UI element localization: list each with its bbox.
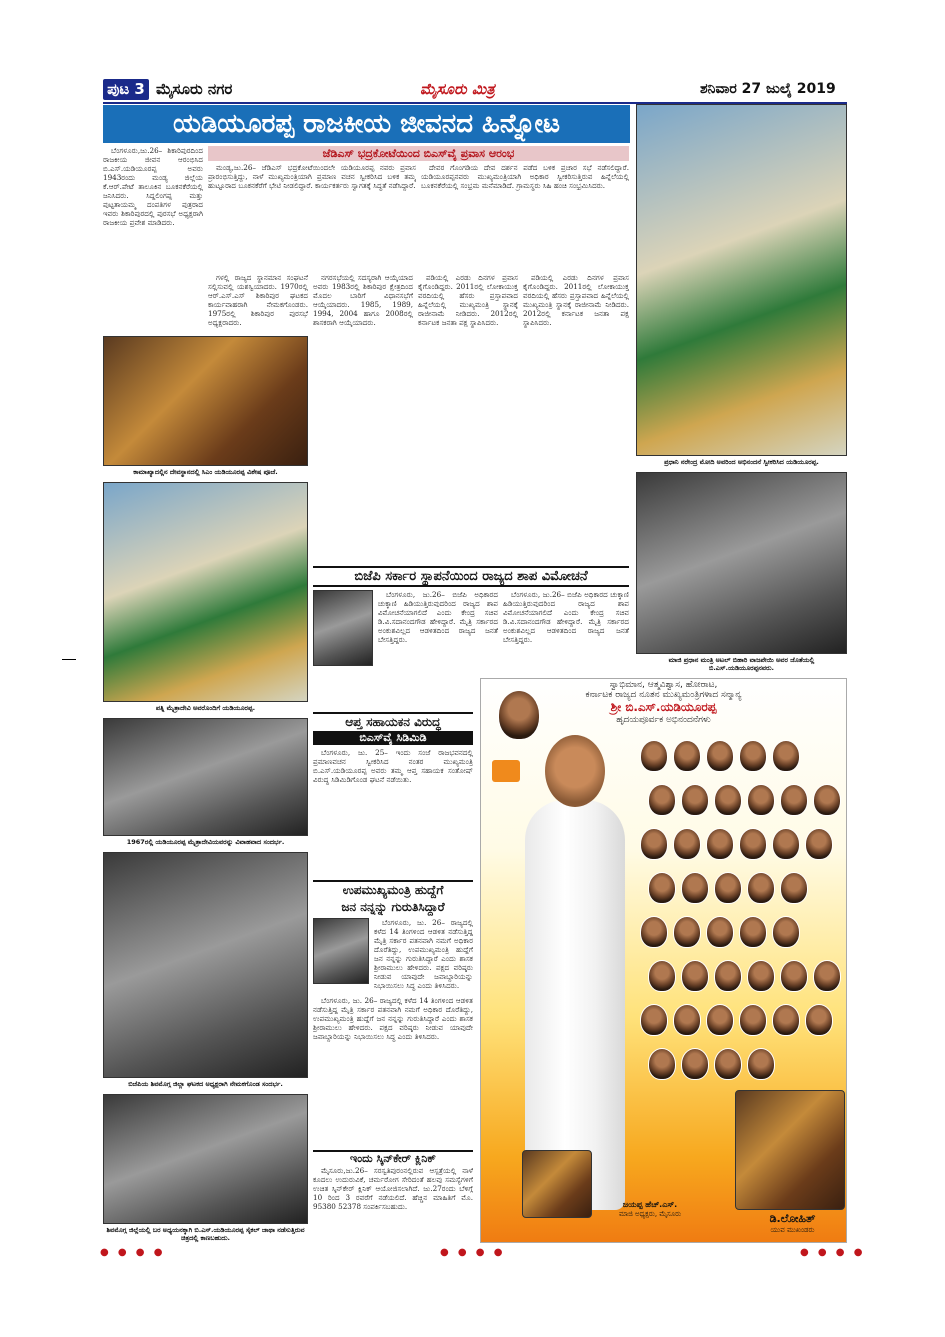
sponsor2-block xyxy=(740,1212,845,1235)
ad-portrait-icon xyxy=(681,784,709,816)
sponsor1-photo xyxy=(522,1150,592,1218)
registration-marks-left: ● ● ● ● xyxy=(100,1247,166,1258)
ad-portrait-icon xyxy=(805,828,833,860)
crowd-photo-caption: ಬಿಜೆಪಿಯ ಶಿವಮೊಗ್ಗ ಜಿಲ್ಲಾ ಘಟಕದ ಅಧ್ಯಕ್ಷರಾಗಿ ನೇಮಕಗೊಂಡ ಸಂದರ್ಭ. xyxy=(128,1080,283,1088)
ad-portrait-icon xyxy=(747,1048,775,1080)
section2-col-2 xyxy=(503,590,629,674)
wedding-photo xyxy=(103,718,308,836)
crowd-photo xyxy=(103,852,308,1078)
ad-portrait-icon xyxy=(739,916,767,948)
ad-portrait-icon xyxy=(780,872,808,904)
section4-header xyxy=(313,880,473,916)
section5-body xyxy=(313,1166,473,1236)
ad-portrait-icon xyxy=(780,784,808,816)
section3-heading-2: ಬಿಎಸ್‌ವೈ ಸಿಡಿಮಿಡಿ xyxy=(313,731,473,745)
ad-portrait-icon xyxy=(648,872,676,904)
ad-portrait-icon xyxy=(640,740,668,772)
ad-line-3: ಹೃದಯಪೂರ್ವಕ ಅಭಿನಂದನೆಗಳು xyxy=(616,715,711,725)
cycle-rally-photo xyxy=(103,1094,308,1224)
article-col-d xyxy=(208,273,308,333)
sadananda-gowda-photo xyxy=(313,590,373,666)
section4-text-2: ಬೆಂಗಳೂರು, ಜು. 26– ರಾಜ್ಯದಲ್ಲಿ ಕಳೆದ 14 ತಿಂಗಳಿಂದ ಆಡಳಿತ ನಡೆಸುತ್ತಿದ್ದ ಮೈತ್ರಿ ಸರ್ಕಾರ ಪತನವಾಗಿ ನಮಗೆ ಅಧಿಕಾರ ದೊರೆತಿದ್ದು, ಉಪಮುಖ್ಯಮಂತ್ರಿ ಹುದ್ದೆಗೆ ಜನ ನನ್ನನ್ನು ಗುರುತಿಸಿದ್ದಾರೆ ಎಂದು ಶಾಸಕ ಶ್ರೀರಾಮುಲು ಹೇಳಿದರು. ಪಕ್ಷದ ವರಿಷ್ಠರು ನೀಡುವ ಯಾವುದೇ ಜವಾಬ್ದಾರಿಯನ್ನು ನಿಭಾಯಿಸಲು ಸಿದ್ಧ ಎಂದು ತಿಳಿಸಿದರು. xyxy=(313,996,473,1041)
ad-portrait-icon xyxy=(813,960,841,992)
page-headline: ಯಡಿಯೂರಪ್ಪ ರಾಜಕೀಯ ಜೀವನದ ಹಿನ್ನೋಟ xyxy=(103,105,630,143)
section3-heading-1: ಆಪ್ತ ಸಹಾಯಕನ ವಿರುದ್ಧ xyxy=(345,715,441,729)
article-col-e xyxy=(313,273,413,563)
ad-modi-portrait xyxy=(498,690,540,740)
section3-header xyxy=(313,712,473,745)
couple-photo-caption: ಪತ್ನಿ ಮೈತ್ರಾದೇವಿ ಅವರೊಂದಿಗೆ ಯಡಿಯೂರಪ್ಪ. xyxy=(155,704,256,712)
section2-heading: ಬಿಜೆಪಿ ಸರ್ಕಾರ ಸ್ಥಾಪನೆಯಿಂದ ರಾಜ್ಯದ ಶಾಪ ವಿಮೋಚನೆ xyxy=(313,566,629,587)
registration-marks-right: ● ● ● ● xyxy=(800,1247,866,1258)
masthead-logo: ಮೈಸೂರು ಮಿತ್ರ xyxy=(420,80,495,98)
ad-main-figure xyxy=(505,730,645,1210)
vajpayee-photo-caption: ಮಾಜಿ ಪ್ರಧಾನ ಮಂತ್ರಿ ಅಟಲ್ ಬಿಹಾರಿ ವಾಜಪೇಯಿ ಅವರ ಜೊತೆಯಲ್ಲಿ ಬಿ.ಎಸ್.ಯಡಿಯೂರಪ್ಪನವರು. xyxy=(668,656,815,672)
fold-mark xyxy=(62,659,76,660)
section5-heading: ಇಂದು ಸ್ಕಿನ್‌ಕೇರ್ ಕ್ಲಿನಿಕ್ xyxy=(313,1150,473,1166)
section4-heading-2: ಜನ ನನ್ನನ್ನು ಗುರುತಿಸಿದ್ದಾರೆ xyxy=(341,900,445,914)
ad-portrait-icon xyxy=(805,1004,833,1036)
section2-text-2: ಬೆಂಗಳೂರು, ಜು.26– ಬಿಜೆಪಿ ಅಧಿಕಾರದ ಚುಕ್ಕಾಣಿ ಹಿಡಿಯುತ್ತಿರುವುದರಿಂದ ರಾಜ್ಯದ ಶಾಪ ವಿಮೋಚನೆಯಾಗಲಿದೆ ಎಂದು ಕೇಂದ್ರ ಸಚಿವ ಡಿ.ವಿ.ಸದಾನಂದಗೌಡ ಹೇಳಿದ್ದಾರೆ. ಮೈತ್ರಿ ಸರ್ಕಾರದ ಅಂಕುಶವಿಲ್ಲದ ಆಡಳಿತದಿಂದ ರಾಜ್ಯದ ಜನತೆ ಬೇಸತ್ತಿದ್ದರು. xyxy=(503,590,629,644)
ad-portrait-icon xyxy=(648,960,676,992)
section4-col-1 xyxy=(374,918,473,994)
subheadline-strip: ಜೆಡಿಎಸ್ ಭದ್ರಕೋಟೆಯಿಂದ ಬಿಎಸ್‌ವೈ ಪ್ರವಾಸ ಆರಂಭ xyxy=(208,146,629,161)
registration-marks-center: ● ● ● ● xyxy=(440,1247,506,1258)
sriramulu-photo xyxy=(313,918,369,984)
article-col-f-text: ಪಡಿಯಲ್ಲಿ ಎರಡು ದಿನಗಳ ಪ್ರವಾಸ ಕೈಗೊಂಡಿದ್ದರು. 2011ರಲ್ಲಿ ಲೋಕಾಯುಕ್ತ ವರದಿಯಲ್ಲಿ ಹೆಸರು ಪ್ರಸ್ತಾಪವಾದ ಹಿನ್ನೆಲೆಯಲ್ಲಿ ಮುಖ್ಯಮಂತ್ರಿ ಸ್ಥಾನಕ್ಕೆ ರಾಜೀನಾಮೆ ನೀಡಿದರು. 2012ರಲ್ಲಿ ಕರ್ನಾಟಕ ಜನತಾ ಪಕ್ಷ ಸ್ಥಾಪಿಸಿದರು. xyxy=(418,273,518,327)
ad-portrait-icon xyxy=(648,1048,676,1080)
article-col-f xyxy=(418,273,518,563)
ad-portrait-icon xyxy=(706,1004,734,1036)
ad-portrait-icon xyxy=(706,828,734,860)
modi-hug-photo-caption: ಪ್ರಧಾನಿ ನರೇಂದ್ರ ಮೋದಿ ಅವರಿಂದ ಅಭಿನಂದನೆ ಸ್ವೀಕರಿಸಿದ ಯಡಿಯೂರಪ್ಪ. xyxy=(664,458,819,466)
cycle-rally-photo-caption: ಶಿವಮೊಗ್ಗ ಜಿಲ್ಲೆಯಲ್ಲಿ ಬರ ಅಧ್ಯಯನಕ್ಕಾಗಿ ಬಿ.ಎಸ್.ಯಡಿಯೂರಪ್ಪ ಸೈಕಲ್ ಜಾಥಾ ನಡೆಸುತ್ತಿರುವ ಚಿತ್ರದಲ್ಲಿ ಕಾಣಬಹುದು. xyxy=(106,1226,305,1242)
ad-portrait-icon xyxy=(714,784,742,816)
sponsor1-role: ಮಾಜಿ ಅಧ್ಯಕ್ಷರು, ಮೈಸೂರು xyxy=(618,1210,682,1218)
ad-portrait-icon xyxy=(681,872,709,904)
article-col-b xyxy=(421,163,629,271)
ad-portrait-icon xyxy=(673,740,701,772)
sponsor1-block xyxy=(600,1200,700,1219)
ad-portrait-icon xyxy=(681,1048,709,1080)
ad-portrait-icon xyxy=(772,916,800,948)
article-col-b-text: ದೇವರ ಗೊಂಗಡಿಯ ದೇವ ದರ್ಶನ ಪಡೆದ ಬಳಿಕ ಪ್ರಚಾರ ಸಭೆ ನಡೆಸಲಿದ್ದಾರೆ. ಯಡಿಯೂರಪ್ಪನವರು ಮುಖ್ಯಮಂತ್ರಿಯಾಗಿ ಅಧಿಕಾರ ಸ್ವೀಕರಿಸುತ್ತಿರುವ ಹಿನ್ನೆಲೆಯಲ್ಲಿ ಬೂಕನಕೆರೆಯಲ್ಲಿ ಸಂಭ್ರಮ ಮನೆಮಾಡಿದೆ. ಗ್ರಾಮಸ್ಥರು ಸಿಹಿ ಹಂಚಿ ಸಂಭ್ರಮಿಸಿದರು. xyxy=(421,163,629,190)
ad-portrait-icon xyxy=(747,784,775,816)
section3-body xyxy=(313,748,473,878)
ad-portrait-icon xyxy=(706,740,734,772)
wedding-photo-caption: 1967ರಲ್ಲಿ ಯಡಿಯೂರಪ್ಪ ಮೈತ್ರಾದೇವಿಯವರನ್ನು ವಿವಾಹವಾದ ಸಂದರ್ಭ. xyxy=(126,838,285,846)
ad-figure-head xyxy=(545,735,605,807)
ad-portrait-icon xyxy=(813,784,841,816)
sponsor2-name: ಡಿ.ಲೋಹಿತ್ xyxy=(769,1212,816,1225)
ad-portrait-icon xyxy=(714,960,742,992)
article-col-a-text: ಮಂಡ್ಯ,ಜು.26– ಜೆಡಿಎಸ್ ಭದ್ರಕೋಟೆಯಿಂದಲೇ ಯಡಿಯೂರಪ್ಪ ನವರು ಪ್ರವಾಸ ಪ್ರಾರಂಭಿಸುತ್ತಿದ್ದು, ನಾಳೆ ಮುಖ್ಯಮಂತ್ರಿಯಾಗಿ ಪ್ರಮಾಣ ವಚನ ಸ್ವೀಕರಿಸಿದ ಬಳಿಕ ತಮ್ಮ ಹುಟ್ಟೂರಾದ ಬೂಕನಕೆರೆಗೆ ಭೇಟಿ ನೀಡಲಿದ್ದಾರೆ. ಕಾರ್ಯಕರ್ತರು ಸ್ವಾಗತಕ್ಕೆ ಸಿದ್ಧತೆ ನಡೆಸಿದ್ದಾರೆ. xyxy=(208,163,416,190)
ad-portrait-icon xyxy=(673,916,701,948)
article-col-f2-text: ಪಡಿಯಲ್ಲಿ ಎರಡು ದಿನಗಳ ಪ್ರವಾಸ ಕೈಗೊಂಡಿದ್ದರು. 2011ರಲ್ಲಿ ಲೋಕಾಯುಕ್ತ ವರದಿಯಲ್ಲಿ ಹೆಸರು ಪ್ರಸ್ತಾಪವಾದ ಹಿನ್ನೆಲೆಯಲ್ಲಿ ಮುಖ್ಯಮಂತ್ರಿ ಸ್ಥಾನಕ್ಕೆ ರಾಜೀನಾಮೆ ನೀಡಿದರು. 2012ರಲ್ಲಿ ಕರ್ನಾಟಕ ಜನತಾ ಪಕ್ಷ ಸ್ಥಾಪಿಸಿದರು. xyxy=(523,273,629,327)
ad-portrait-icon xyxy=(681,960,709,992)
ad-line-1: ಸ್ವಾಭಿಮಾನ, ಆತ್ಮವಿಶ್ವಾಸ, ಹೋರಾಟ, xyxy=(609,680,718,690)
page-number-badge: ಪುಟ 3 xyxy=(103,79,149,100)
article-col-a xyxy=(208,163,416,271)
ad-portrait-icon xyxy=(772,828,800,860)
vajpayee-photo xyxy=(636,472,847,654)
ad-portrait-icon xyxy=(739,828,767,860)
issue-date: ಶನಿವಾರ 27 ಜುಲೈ 2019 xyxy=(700,81,836,97)
ad-portrait-icon xyxy=(673,1004,701,1036)
ad-figure-body xyxy=(525,800,625,1210)
ad-portrait-icon xyxy=(640,1004,668,1036)
ad-portrait-icon xyxy=(714,872,742,904)
section5-text: ಮೈಸೂರು,ಜು.26– ಸರಸ್ವತಿಪುರಂನಲ್ಲಿರುವ ಆಸ್ಪತ್ರೆಯಲ್ಲಿ ನಾಳೆ ಕೂದಲು ಉದುರುವಿಕೆ, ಚರ್ಮರೋಗ ಸೇರಿದಂತೆ ಹಲವು ಸಮಸ್ಯೆಗಳಿಗೆ ಉಚಿತ ಸ್ಕಿನ್‌ಕೇರ್ ಕ್ಲಿನಿಕ್ ಆಯೋಜಿಸಲಾಗಿದೆ. ಜು.27ರಂದು ಬೆಳಿಗ್ಗೆ 10 ರಿಂದ 3 ರವರೆಗೆ ನಡೆಯಲಿದೆ. ಹೆಚ್ಚಿನ ಮಾಹಿತಿಗೆ ಮೊ. 95380 52378 ಸಂಪರ್ಕಿಸಬಹುದು. xyxy=(313,1166,473,1211)
section3-text: ಬೆಂಗಳೂರು, ಜು. 25– ಇಂದು ಸಂಜೆ ರಾಜಭವನದಲ್ಲಿ ಪ್ರಮಾಣವಚನ ಸ್ವೀಕರಿಸಿದ ನಂತರ ಮುಖ್ಯಮಂತ್ರಿ ಬಿ.ಎಸ್.ಯಡಿಯೂರಪ್ಪ ಅವರು ತಮ್ಮ ಆಪ್ತ ಸಹಾಯಕ ಸಂತೋಷ್ ವಿರುದ್ಧ ಸಿಡಿಮಿಡಿಗೊಂಡ ಘಟನೆ ನಡೆಯಿತು. xyxy=(313,748,473,784)
section4-col-2 xyxy=(313,996,473,1146)
couple-photo xyxy=(103,482,308,702)
section2-text-1: ಬೆಂಗಳೂರು, ಜು.26– ಬಿಜೆಪಿ ಅಧಿಕಾರದ ಚುಕ್ಕಾಣಿ ಹಿಡಿಯುತ್ತಿರುವುದರಿಂದ ರಾಜ್ಯದ ಶಾಪ ವಿಮೋಚನೆಯಾಗಲಿದೆ ಎಂದು ಕೇಂದ್ರ ಸಚಿವ ಡಿ.ವಿ.ಸದಾನಂದಗೌಡ ಹೇಳಿದ್ದಾರೆ. ಮೈತ್ರಿ ಸರ್ಕಾರದ ಅಂಕುಶವಿಲ್ಲದ ಆಡಳಿತದಿಂದ ರಾಜ್ಯದ ಜನತೆ ಬೇಸತ್ತಿದ್ದರು. xyxy=(378,590,498,644)
article-col-e-text: ನಗರಸಭೆಯಲ್ಲಿ ಸದಸ್ಯರಾಗಿ ಆಯ್ಕೆಯಾದ ಅವರು 1983ರಲ್ಲಿ ಶಿಕಾರಿಪುರ ಕ್ಷೇತ್ರದಿಂದ ಮೊದಲ ಬಾರಿಗೆ ವಿಧಾನಸಭೆಗೆ ಆಯ್ಕೆಯಾದರು. 1985, 1989, 1994, 2004 ಹಾಗೂ 2008ರಲ್ಲಿ ಶಾಸಕರಾಗಿ ಆಯ್ಕೆಯಾದರು. xyxy=(313,273,413,327)
bjp-logo-icon xyxy=(492,760,520,782)
ad-portrait-icon xyxy=(772,740,800,772)
sponsor2-photo xyxy=(735,1090,845,1210)
section4-heading-1: ಉಪಮುಖ್ಯಮಂತ್ರಿ ಹುದ್ದೆಗೆ xyxy=(342,883,444,897)
temple-photo-caption: ಕಾಮಾಖ್ಯಾದಲ್ಲಿನ ದೇವಸ್ಥಾನದಲ್ಲಿ ಸಿಎಂ ಯಡಿಯೂರಪ್ಪ ವಿಶೇಷ ಪೂಜೆ. xyxy=(133,468,278,476)
ad-portrait-icon xyxy=(772,1004,800,1036)
ad-portrait-icon xyxy=(640,916,668,948)
ad-portrait-icon xyxy=(739,740,767,772)
article-col-d-text: ಗಳಲ್ಲಿ ರಾಜ್ಯದ ಸ್ಥಾನಮಾನ ಸಂಘಟನೆ ಸಲ್ಲಿಸುವಲ್ಲಿ ಯಶಸ್ವಿಯಾದರು. 1970ರಲ್ಲಿ ಆರ್.ಎಸ್.ಎಸ್ ಶಿಕಾರಿಪುರ ಘಟಕದ ಕಾರ್ಯವಾಹರಾಗಿ ನೇಮಕಗೊಂಡರು. 1975ರಲ್ಲಿ ಶಿಕಾರಿಪುರ ಪುರಸಭೆ ಅಧ್ಯಕ್ಷರಾದರು. xyxy=(208,273,308,327)
ad-portrait-icon xyxy=(780,960,808,992)
ad-portrait-icon xyxy=(747,872,775,904)
modi-hug-photo xyxy=(636,104,847,456)
article-col-f2 xyxy=(523,273,629,563)
ad-honoree-name: ಶ್ರೀ ಬಿ.ಎಸ್.ಯಡಿಯೂರಪ್ಪ xyxy=(610,700,717,714)
intro-article xyxy=(103,146,203,332)
ad-portrait-icon xyxy=(673,828,701,860)
ad-portrait-icon xyxy=(640,828,668,860)
sponsor1-name: ಜಯಪ್ಪ ಹೆಚ್.ಎಸ್. xyxy=(622,1200,678,1209)
temple-photo xyxy=(103,336,308,466)
section-name: ಮೈಸೂರು ನಗರ xyxy=(156,80,233,98)
ad-portrait-icon xyxy=(739,1004,767,1036)
ad-portrait-icon xyxy=(747,960,775,992)
ad-portrait-icon xyxy=(648,784,676,816)
ad-portrait-icon xyxy=(706,916,734,948)
section4-text-1: ಬೆಂಗಳೂರು, ಜು. 26– ರಾಜ್ಯದಲ್ಲಿ ಕಳೆದ 14 ತಿಂಗಳಿಂದ ಆಡಳಿತ ನಡೆಸುತ್ತಿದ್ದ ಮೈತ್ರಿ ಸರ್ಕಾರ ಪತನವಾಗಿ ನಮಗೆ ಅಧಿಕಾರ ದೊರೆತಿದ್ದು, ಉಪಮುಖ್ಯಮಂತ್ರಿ ಹುದ್ದೆಗೆ ಜನ ನನ್ನನ್ನು ಗುರುತಿಸಿದ್ದಾರೆ ಎಂದು ಶಾಸಕ ಶ್ರೀರಾಮುಲು ಹೇಳಿದರು. ಪಕ್ಷದ ವರಿಷ್ಠರು ನೀಡುವ ಯಾವುದೇ ಜವಾಬ್ದಾರಿಯನ್ನು ನಿಭಾಯಿಸಲು ಸಿದ್ಧ ಎಂದು ತಿಳಿಸಿದರು. xyxy=(374,918,473,990)
ad-line-2: ಕರ್ನಾಟಕ ರಾಜ್ಯದ ನೂತನ ಮುಖ್ಯಮಂತ್ರಿಗಳಾದ ಸನ್ಮಾನ್ಯ xyxy=(585,690,742,700)
intro-text: ಬೆಂಗಳೂರು,ಜು.26– ಶಿಕಾರಿಪುರದಿಂದ ರಾಜಕೀಯ ಜೀವನ ಆರಂಭಿಸಿದ ಬಿ.ಎಸ್.ಯಡಿಯೂರಪ್ಪ ಅವರು 1943ರಂದು ಮಂಡ್ಯ ಜಿಲ್ಲೆಯ ಕೆ.ಆರ್.ಪೇಟೆ ತಾಲೂಕಿನ ಬೂಕನಕೆರೆಯಲ್ಲಿ ಜನಿಸಿದರು. ಸಿದ್ದಲಿಂಗಪ್ಪ ಮತ್ತು ಪುಟ್ಟತಾಯಮ್ಮ ದಂಪತಿಗಳ ಪುತ್ರರಾದ ಇವರು ಶಿಕಾರಿಪುರದಲ್ಲಿ ಪುರಸಭೆ ಅಧ್ಯಕ್ಷರಾಗಿ ರಾಜಕೀಯ ಪ್ರವೇಶ ಮಾಡಿದರು. xyxy=(103,146,203,227)
sponsor2-role: ಯುವ ಮುಖಂಡರು xyxy=(770,1226,815,1234)
ad-portrait-icon xyxy=(714,1048,742,1080)
